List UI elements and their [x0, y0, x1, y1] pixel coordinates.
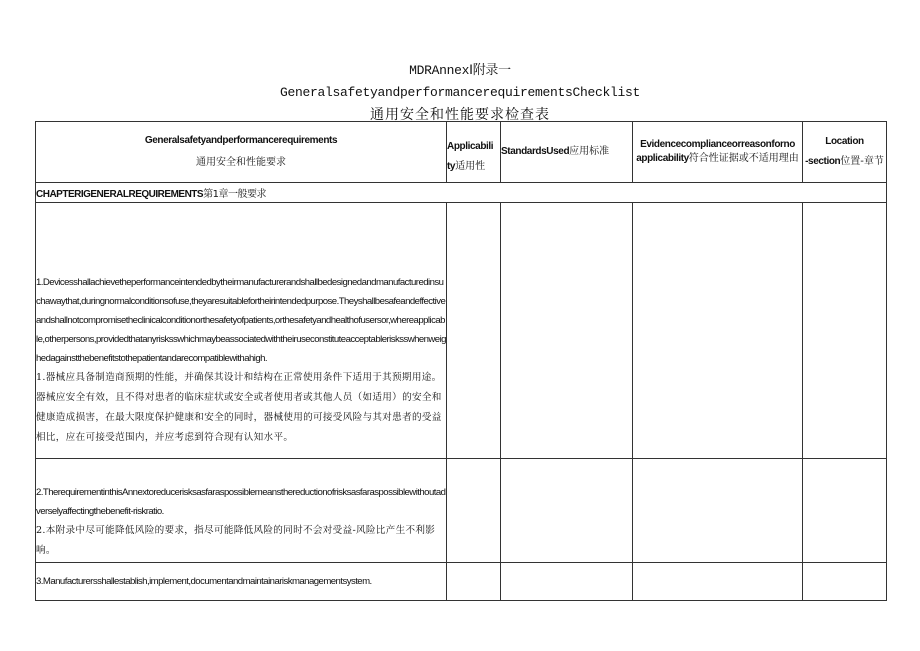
- header-applicability-cn: 适用性: [455, 161, 486, 172]
- header-requirements-cn: 通用安全和性能要求: [196, 157, 286, 168]
- header-applicability-en: Applicabili: [447, 141, 494, 152]
- header-evidence-cn: 符合性证据或不适用理由: [688, 153, 799, 164]
- requirement-en: 1.Devicesshallachievetheperformanceintendedbytheirmanufacturerandshallbedesignedandmanufacturedinsuchawaythat,duringnormalconditionsofuse,theyaresuitablefortheirintendedpurpose.Theyshallbesafeandeffectiveandshallnotcompromisetheclinicalconditionorthesafetyofpatients,orthesafetyandhealthofusersor,whereapplicable,otherpersons,providedthatanyrisksswhichmaybeassociatedwiththeiruseconstituteacceptablerisksswhenweighedagainstthebenefitstothepatientandarecompatiblewithahigh.: [36, 277, 446, 364]
- requirement-en: 3.Manufacturersshallestablish,implement,documentandmaintainariskmanagementsystem.: [36, 576, 372, 587]
- header-evidence-en: Evidencecomplianceorreasonforno: [640, 139, 795, 150]
- document-title: [0, 60, 920, 126]
- header-applicability: [447, 122, 501, 183]
- header-requirements: [36, 122, 447, 183]
- header-evidence: [633, 122, 803, 183]
- requirement-cell: [36, 459, 447, 563]
- header-location-cn: 位置-章节: [840, 156, 884, 167]
- header-location: [803, 122, 887, 183]
- chapter-row: [36, 183, 887, 203]
- header-evidence-en2: applicability: [636, 153, 689, 164]
- applicability-cell[interactable]: [447, 459, 501, 563]
- chapter-heading: [36, 183, 887, 203]
- title-line-chinese: 通用安全和性能要求检查表: [370, 107, 550, 123]
- location-cell[interactable]: [803, 563, 887, 601]
- checklist-table: [35, 121, 887, 601]
- title-line-checklist: GeneralsafetyandperformancerequirementsChecklist: [279, 85, 641, 100]
- header-requirements-en: Generalsafetyandperformancerequirements: [144, 135, 338, 146]
- evidence-cell[interactable]: [633, 459, 803, 563]
- header-standards: [501, 122, 633, 183]
- header-location-en: Location: [825, 136, 864, 147]
- standards-cell[interactable]: [501, 563, 633, 601]
- standards-cell[interactable]: [501, 203, 633, 459]
- table-row: [36, 459, 887, 563]
- applicability-cell[interactable]: [447, 563, 501, 601]
- chapter-heading-en: CHAPTERIGENERALREQUIREMENTS: [36, 189, 204, 200]
- requirement-cell: [36, 203, 447, 459]
- header-standards-en: StandardsUsed: [501, 146, 570, 157]
- table-row: [36, 203, 887, 459]
- standards-cell[interactable]: [501, 459, 633, 563]
- requirement-cn: 2.本附录中尽可能降低风险的要求，指尽可能降低风险的同时不会对受益-风险比产生不利影响。: [36, 524, 436, 556]
- table-row: [36, 563, 887, 601]
- evidence-cell[interactable]: [633, 563, 803, 601]
- requirement-en: 2.TherequirementinthisAnnextoreducerisksasfaraspossiblemeansthereductionofrisksasfaraspossiblewithoutadverselyaffectingthebenefit-riskratio.: [36, 486, 446, 517]
- location-cell[interactable]: [803, 203, 887, 459]
- title-line-annex: MDRAnnexⅠ附录一: [409, 63, 511, 78]
- header-applicability-en2: ty: [447, 161, 456, 172]
- chapter-heading-cn: 第1章一般要求: [203, 189, 266, 200]
- location-cell[interactable]: [803, 459, 887, 563]
- header-location-en2: -section: [805, 156, 841, 167]
- requirement-cell: [36, 563, 447, 601]
- applicability-cell[interactable]: [447, 203, 501, 459]
- header-row: [36, 122, 887, 183]
- requirement-cn: 1.器械应具备制造商预期的性能，并确保其设计和结构在正常使用条件下适用于其预期用途。器械应安全有效，且不得对患者的临床症状或安全或者使用者或其他人员（如适用）的安全和健康造成损害，在最大限度保护健康和安全的同时，器械使用的可接受风险与其对患者的受益相比，应在可接受范围内，并应考虑到符合现有认知水平。: [36, 372, 442, 443]
- header-standards-cn: 应用标准: [569, 146, 610, 157]
- evidence-cell[interactable]: [633, 203, 803, 459]
